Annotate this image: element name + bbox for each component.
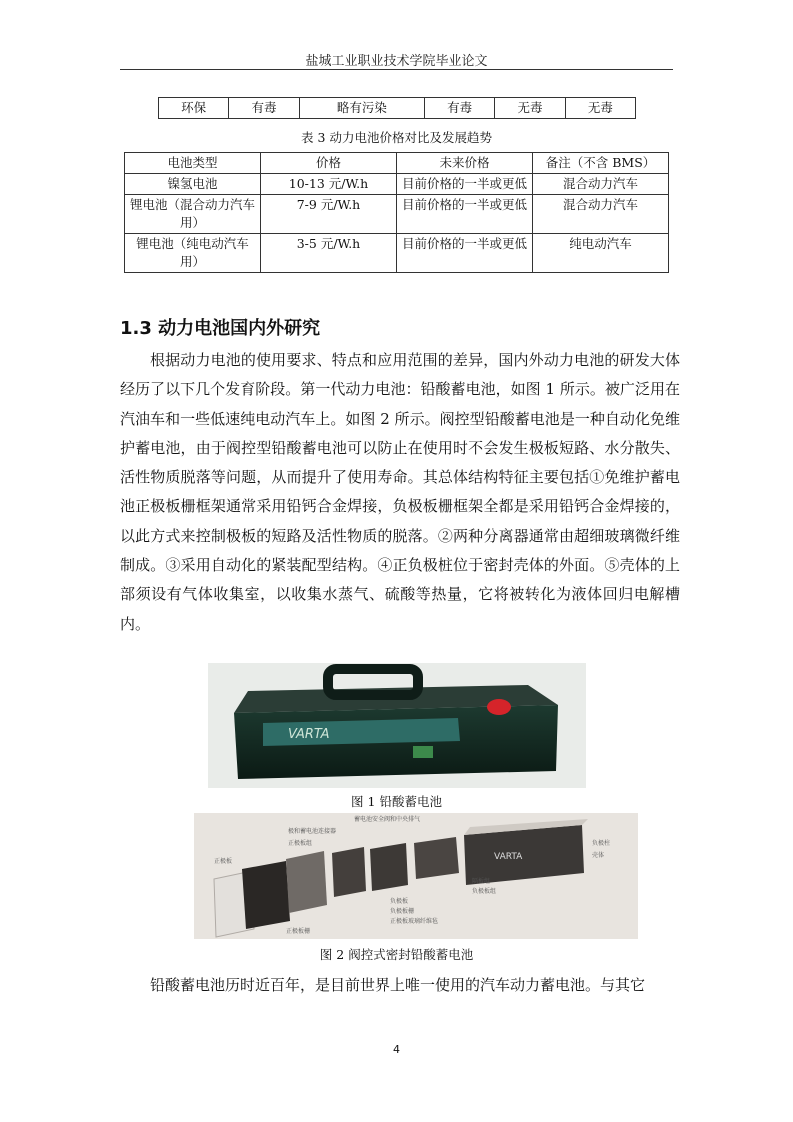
table-cell: 目前价格的一半或更低 <box>397 195 533 234</box>
price-table <box>124 152 669 273</box>
table-row <box>125 234 669 273</box>
table-row <box>125 174 669 195</box>
battery-case <box>464 825 584 885</box>
column-header: 备注（不含 BMS） <box>533 153 669 174</box>
table-cell: 混合动力汽车 <box>533 195 669 234</box>
diagram-label: 负极柱 <box>592 840 611 847</box>
page-header: 盐城工业职业技术学院毕业论文 <box>305 54 488 69</box>
diagram-label: 极和蓄电池连接器 <box>288 828 337 835</box>
table-cell: 环保 <box>159 98 229 119</box>
table-caption: 表 3 动力电池价格对比及发展趋势 <box>301 130 492 145</box>
terminal-cap-icon <box>487 699 511 715</box>
figure-caption: 图 2 阀控式密封铅酸蓄电池 <box>319 947 474 962</box>
paragraph: 根据动力电池的使用要求、特点和应用范围的差异，国内外动力电池的研发大体经历了以下几个发育阶段。第一代动力电池：铅酸蓄电池，如图 1 所示。被广泛用在汽油车和一些低速纯电动汽车上。如图 2 所示。阀控型铅酸蓄电池是一种自动化免维护蓄电池，由于阀控型铅酸蓄电池可以防止在使用时不会发生极板短路、水分散失、活性物质脱落等问题，从而提升了使用寿命。其总体结构特征主要包括①免维护蓄电池正极板栅框架通常采用铅钙合金焊接，负极板栅框架全都是采用铅钙合金焊接的，以此方式来控制极板的短路及活性物质的脱落。②两种分离器通常由超细玻璃微纤维制成。③采用自动化的紧装配型结构。④正负极桩位于密封壳体的外面。⑤壳体的上部须设有气体收集室，以收集水蒸气、硫酸等热量，它将被转化为液体回归电解槽内。 <box>120 351 680 633</box>
header-rule <box>120 69 673 70</box>
figure-caption: 图 1 铅酸蓄电池 <box>351 794 442 809</box>
table-cell: 镍氢电池 <box>125 174 261 195</box>
table-row <box>159 98 636 119</box>
paragraph: 铅酸蓄电池历时近百年，是目前世界上唯一使用的汽车动力蓄电池。与其它 <box>150 976 646 994</box>
table-cell: 纯电动汽车 <box>533 234 669 273</box>
diagram-label: 负极板栅 <box>390 908 415 915</box>
table-cell: 无毒 <box>495 98 565 119</box>
separator <box>286 851 327 913</box>
body-text <box>120 346 680 639</box>
table-header-row <box>125 153 669 174</box>
exploded-diagram <box>194 813 638 939</box>
diagram-label: 正极板玻璃纤维毡 <box>390 918 439 925</box>
battery-indicator <box>413 746 433 758</box>
battery-exploded-photo <box>194 813 638 939</box>
section-heading: 1.3 动力电池国内外研究 <box>120 318 321 339</box>
case-brand: VARTA <box>494 852 523 862</box>
diagram-label: 正极板 <box>214 858 233 865</box>
diagram-label: 正极板栅 <box>286 928 311 935</box>
table-cell: 锂电池（纯电动汽车用） <box>125 234 261 273</box>
table-cell: 有毒 <box>424 98 494 119</box>
table-cell: 3-5 元/W.h <box>261 234 397 273</box>
table-cell: 7-9 元/W.h <box>261 195 397 234</box>
diagram-label: 负极板 <box>390 898 409 905</box>
table-cell: 目前价格的一半或更低 <box>397 174 533 195</box>
battery-brand: VARTA <box>288 727 330 742</box>
column-header: 未来价格 <box>397 153 533 174</box>
page-number: 4 <box>393 1043 400 1056</box>
table-cell: 目前价格的一半或更低 <box>397 234 533 273</box>
plate-group <box>414 837 459 879</box>
table-cell: 混合动力汽车 <box>533 174 669 195</box>
diagram-label: 负极板组 <box>472 888 497 895</box>
column-header: 电池类型 <box>125 153 261 174</box>
environment-table-fragment <box>158 97 636 119</box>
table-row <box>125 195 669 234</box>
battery-photo <box>208 663 586 788</box>
plate-group <box>332 847 366 897</box>
diagram-label: 隔板组 <box>472 878 491 885</box>
battery-illustration <box>208 663 586 788</box>
diagram-label: 壳体 <box>592 852 605 859</box>
column-header: 价格 <box>261 153 397 174</box>
table-cell: 10-13 元/W.h <box>261 174 397 195</box>
table-cell: 锂电池（混合动力汽车用） <box>125 195 261 234</box>
diagram-label: 正极板组 <box>288 840 313 847</box>
table-cell: 略有污染 <box>299 98 424 119</box>
plate-group <box>370 843 408 891</box>
negative-plate <box>242 861 290 929</box>
diagram-label: 蓄电池安全阀和中央排气 <box>354 816 421 823</box>
table-cell: 无毒 <box>565 98 635 119</box>
table-cell: 有毒 <box>229 98 299 119</box>
battery-handle <box>328 669 418 695</box>
